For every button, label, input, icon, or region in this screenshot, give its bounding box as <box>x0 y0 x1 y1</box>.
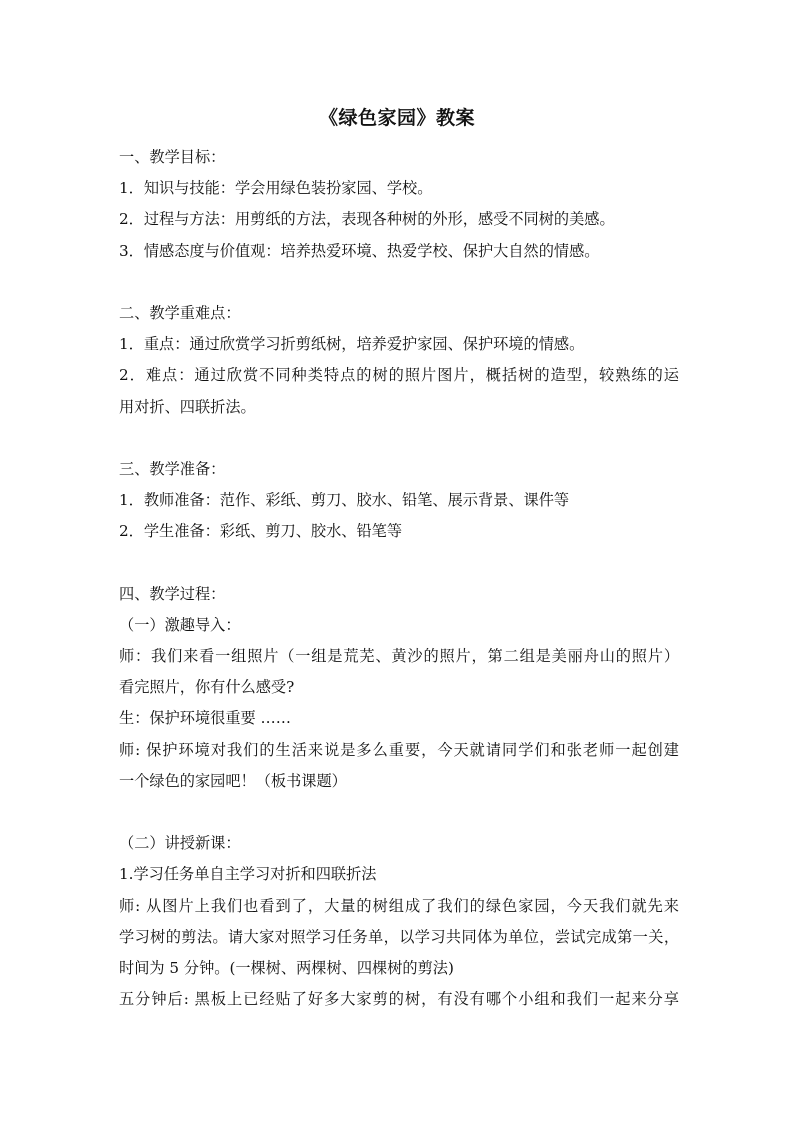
blank-line <box>119 547 679 578</box>
paragraph-line: 3．情感态度与价值观：培养热爱环境、热爱学校、保护大自然的情感。 <box>119 241 600 260</box>
paragraph-line: 1．教师准备：范作、彩纸、剪刀、胶水、铅笔、展示背景、课件等 <box>119 491 570 510</box>
paragraph-line: 看完照片，你有什么感受? <box>119 678 295 697</box>
subsection-heading: （一）激趣导入： <box>119 615 241 634</box>
paragraph-line: 师：我们来看一组照片（一组是荒芜、黄沙的照片，第二组是美丽舟山的照片） <box>119 647 679 665</box>
blank-line <box>119 267 679 298</box>
paragraph-line: 时间为 5 分钟。(一棵树、两棵树、四棵树的剪法) <box>119 958 454 977</box>
document-body <box>119 142 679 1015</box>
paragraph-line: 师: 保护环境对我们的生活来说是多么重要，今天就请同学们和张老师一起创建 <box>119 740 679 759</box>
blank-line <box>119 423 679 454</box>
paragraph-line: 2．难点：通过欣赏不同种类特点的树的照片图片，概括树的造型，较熟练的运 <box>119 366 679 385</box>
paragraph-line: 五分钟后: 黑板上已经贴了好多大家剪的树，有没有哪个小组和我们一起来分享 <box>119 990 679 1009</box>
paragraph-line: 1．知识与技能：学会用绿色装扮家园、学校。 <box>119 179 433 198</box>
paragraph-line: 1.学习任务单自主学习对折和四联折法 <box>119 865 377 884</box>
paragraph-line: 2．学生准备：彩纸、剪刀、胶水、铅笔等 <box>119 522 403 541</box>
section-heading-key-points: 二、教学重难点： <box>119 303 241 322</box>
document-title: 《绿色家园》教案 <box>318 107 475 129</box>
paragraph-line: 用对折、四联折法。 <box>119 397 256 416</box>
paragraph-line: 一个绿色的家园吧！（板书课题） <box>119 771 347 790</box>
paragraph-line: 1．重点：通过欣赏学习折剪纸树，培养爱护家园、保护环境的情感。 <box>119 335 585 354</box>
blank-line <box>119 797 679 828</box>
subsection-heading: （二）讲授新课： <box>119 834 241 853</box>
section-heading-preparation: 三、教学准备： <box>119 459 226 478</box>
paragraph-line: 生：保护环境很重要 …… <box>119 709 291 728</box>
section-heading-process: 四、教学过程： <box>119 584 226 603</box>
paragraph-line: 师: 从图片上我们也看到了，大量的树组成了我们的绿色家园，今天我们就先来 <box>119 896 679 915</box>
paragraph-line: 学习树的剪法。请大家对照学习任务单，以学习共同体为单位，尝试完成第一关， <box>119 927 679 946</box>
paragraph-line: 2．过程与方法：用剪纸的方法，表现各种树的外形，感受不同树的美感。 <box>119 210 615 229</box>
section-heading-objectives: 一、教学目标： <box>119 148 226 166</box>
